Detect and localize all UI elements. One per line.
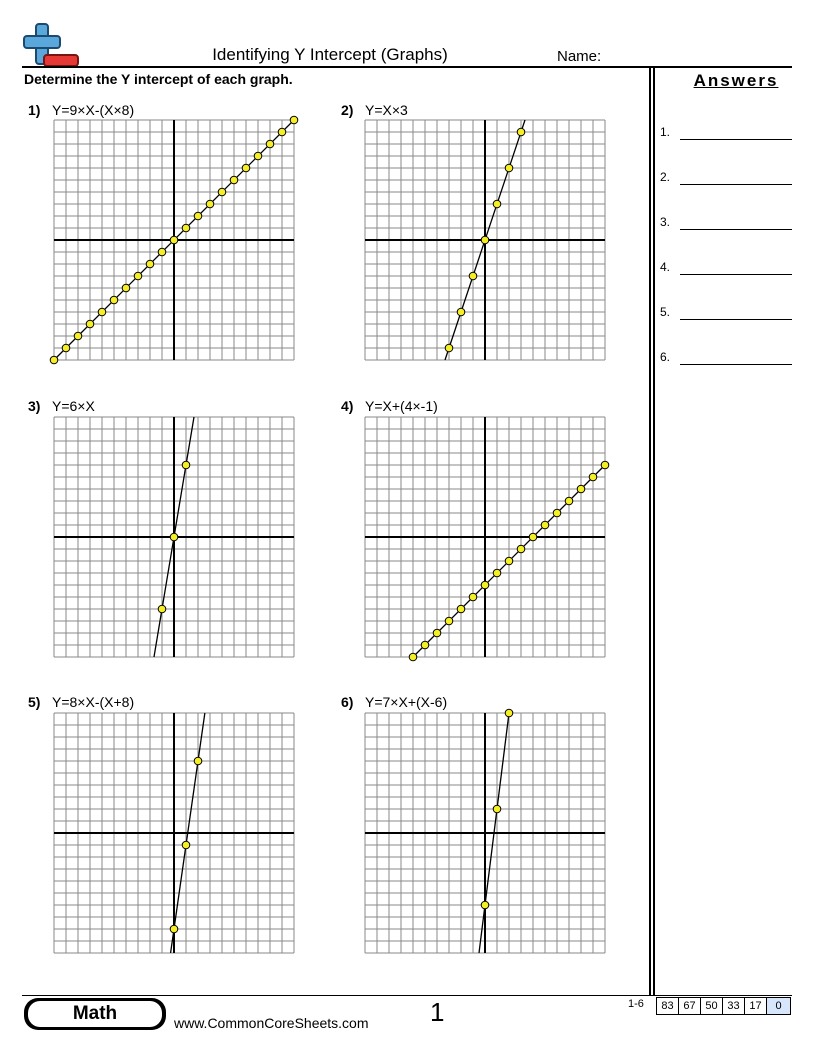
data-point <box>601 461 609 469</box>
data-point <box>517 128 525 136</box>
problem-5-label <box>28 694 134 710</box>
data-point <box>170 236 178 244</box>
problem-number: 3) <box>28 398 41 414</box>
data-point <box>230 176 238 184</box>
data-point <box>517 545 525 553</box>
data-point <box>505 164 513 172</box>
answers-heading: Answers <box>693 71 779 90</box>
score-box: 17 <box>744 997 767 1015</box>
data-point <box>182 461 190 469</box>
data-point <box>481 581 489 589</box>
data-point <box>110 296 118 304</box>
problem-3-label <box>28 398 95 414</box>
coordinate-grid-3 <box>54 417 294 657</box>
data-point <box>457 605 465 613</box>
answer-line <box>680 364 792 365</box>
data-point <box>505 709 513 717</box>
data-point <box>445 344 453 352</box>
name-label: Name: <box>557 48 602 65</box>
header-rule <box>22 66 792 68</box>
data-point <box>266 140 274 148</box>
data-point <box>206 200 214 208</box>
data-point <box>194 757 202 765</box>
data-point <box>98 308 106 316</box>
answer-field-4[interactable] <box>660 260 792 276</box>
data-point <box>86 320 94 328</box>
plus-minus-logo-icon <box>22 22 80 68</box>
data-point <box>481 901 489 909</box>
problem-range: 1-6 <box>628 998 644 1010</box>
problem-equation: Y=7×X+(X-6) <box>365 694 448 710</box>
footer-rule <box>22 995 792 996</box>
coordinate-grid-2 <box>365 120 605 360</box>
data-point <box>194 212 202 220</box>
problem-equation: Y=8×X-(X+8) <box>52 694 135 710</box>
coordinate-grid-6 <box>365 713 605 953</box>
data-point <box>62 344 70 352</box>
answer-field-3[interactable] <box>660 215 792 231</box>
problem-equation: Y=6×X <box>52 398 95 414</box>
score-box: 67 <box>678 997 701 1015</box>
data-point <box>218 188 226 196</box>
data-point <box>254 152 262 160</box>
problem-6-label <box>341 694 447 710</box>
answer-field-5[interactable] <box>660 305 792 321</box>
data-point <box>158 605 166 613</box>
data-point <box>409 653 417 661</box>
answer-line <box>680 139 792 140</box>
problem-number: 1) <box>28 102 41 118</box>
data-point <box>577 485 585 493</box>
data-point <box>493 200 501 208</box>
answer-line <box>680 274 792 275</box>
answer-number: 2. <box>660 170 671 184</box>
website-link[interactable]: www.CommonCoreSheets.com <box>174 1015 369 1031</box>
answer-line <box>680 319 792 320</box>
coordinate-grid-1 <box>54 120 294 360</box>
data-point <box>182 224 190 232</box>
data-point <box>74 332 82 340</box>
problem-number: 6) <box>341 694 354 710</box>
answer-line <box>680 184 792 185</box>
data-point <box>469 272 477 280</box>
score-box: 33 <box>722 997 745 1015</box>
answer-field-1[interactable] <box>660 125 792 141</box>
answer-number: 4. <box>660 260 671 274</box>
problem-equation: Y=9×X-(X×8) <box>52 102 135 118</box>
data-point <box>565 497 573 505</box>
data-point <box>158 248 166 256</box>
data-point <box>493 569 501 577</box>
data-point <box>589 473 597 481</box>
answer-number: 1. <box>660 125 671 139</box>
data-point <box>529 533 537 541</box>
answer-field-2[interactable] <box>660 170 792 186</box>
problem-number: 5) <box>28 694 41 710</box>
answer-number: 5. <box>660 305 671 319</box>
data-point <box>457 308 465 316</box>
score-box-current: 0 <box>766 997 791 1015</box>
instructions: Determine the Y intercept of each graph. <box>24 71 293 87</box>
data-point <box>146 260 154 268</box>
score-box: 83 <box>656 997 679 1015</box>
answers-divider-right <box>653 68 655 996</box>
problem-1-label <box>28 102 134 118</box>
answer-number: 6. <box>660 350 671 364</box>
data-point <box>493 805 501 813</box>
subject-badge <box>24 998 166 1030</box>
answer-line <box>680 229 792 230</box>
problem-number: 4) <box>341 398 354 414</box>
coordinate-grid-4 <box>365 417 605 657</box>
answers-divider-left <box>649 68 651 996</box>
problem-2-label <box>341 102 408 118</box>
problem-4-label <box>341 398 438 414</box>
answer-field-6[interactable] <box>660 350 792 366</box>
data-point <box>481 236 489 244</box>
data-point <box>50 356 58 364</box>
data-point <box>505 557 513 565</box>
page-number: 1 <box>430 997 445 1027</box>
data-point <box>421 641 429 649</box>
coordinate-grid-5 <box>54 713 294 953</box>
data-point <box>122 284 130 292</box>
data-point <box>433 629 441 637</box>
problem-equation: Y=X+(4×-1) <box>365 398 438 414</box>
data-point <box>170 533 178 541</box>
data-point <box>242 164 250 172</box>
problem-equation: Y=X×3 <box>365 102 408 118</box>
data-point <box>469 593 477 601</box>
data-point <box>134 272 142 280</box>
worksheet-title: Identifying Y Intercept (Graphs) <box>212 45 448 64</box>
data-point <box>553 509 561 517</box>
data-point <box>290 116 298 124</box>
data-point <box>170 925 178 933</box>
data-point <box>182 841 190 849</box>
subject-label: Math <box>28 1001 162 1027</box>
score-box: 50 <box>700 997 723 1015</box>
data-point <box>445 617 453 625</box>
data-point <box>541 521 549 529</box>
answer-number: 3. <box>660 215 671 229</box>
data-point <box>278 128 286 136</box>
problem-number: 2) <box>341 102 354 118</box>
